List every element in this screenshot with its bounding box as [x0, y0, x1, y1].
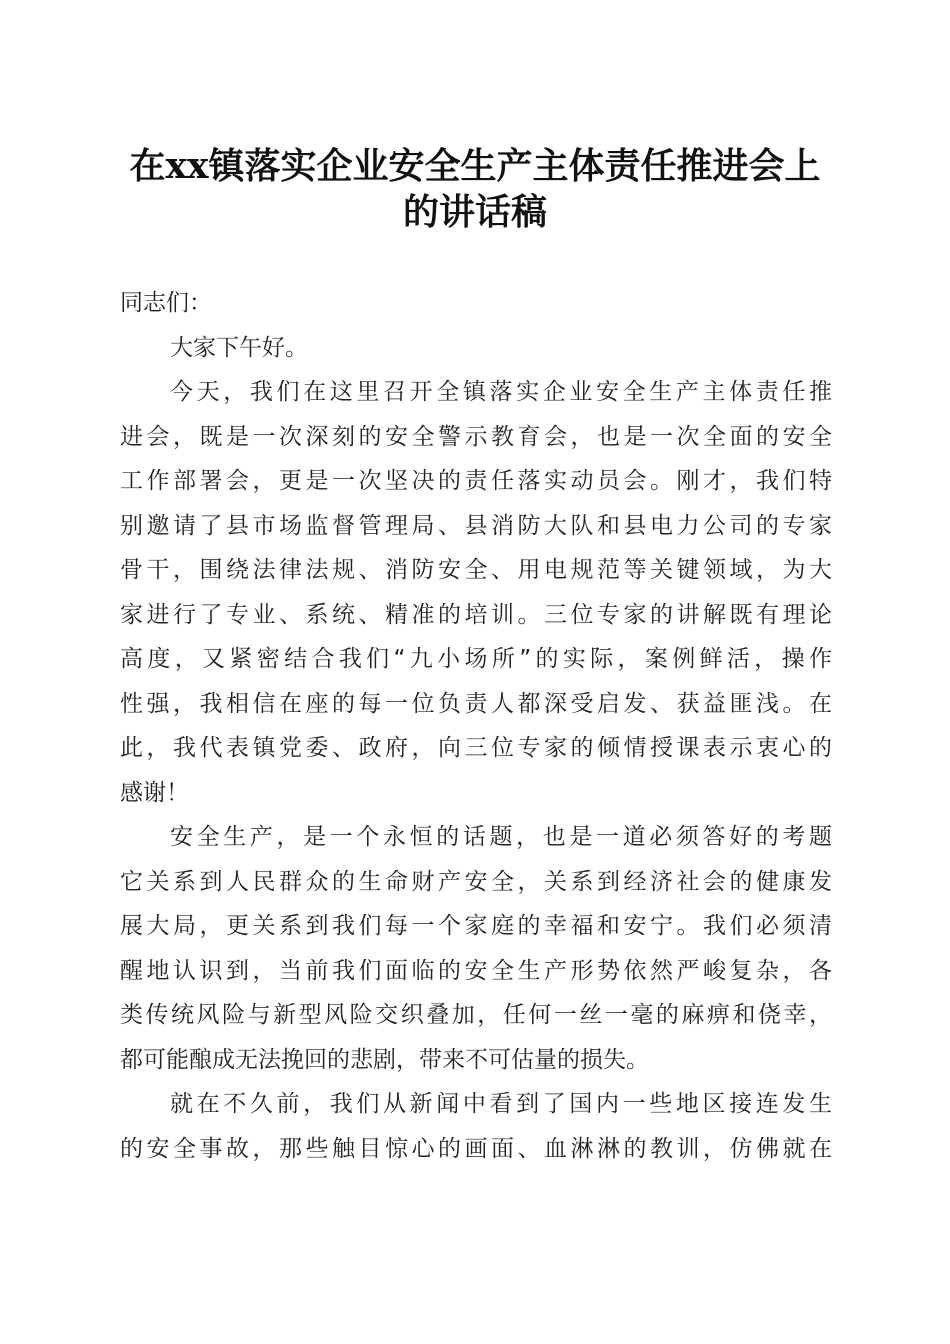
document-title-line-2: 的讲话稿	[402, 191, 547, 233]
paragraph-line: 都可能酿成无法挽回的悲剧，带来不可估量的损失。	[120, 1047, 649, 1073]
paragraph-line: 安全生产，是一个永恒的话题，也是一道必须答好的考题	[170, 824, 832, 850]
salutation: 同志们：	[120, 290, 212, 316]
paragraph-line: 醒地认识到，当前我们面临的安全生产形势依然严峻复杂，各	[120, 958, 832, 984]
paragraph-line: 家进行了专业、系统、精准的培训。三位专家的讲解既有理论	[120, 602, 832, 628]
paragraph-line: 高度，又紧密结合我们“九小场所”的实际，案例鲜活，操作	[120, 646, 832, 672]
paragraph-line: 进会，既是一次深刻的安全警示教育会，也是一次全面的安全	[120, 424, 832, 450]
paragraph-line: 感谢！	[120, 780, 189, 806]
paragraph-line: 骨干，围绕法律法规、消防安全、用电规范等关键领域，为大	[120, 557, 832, 583]
paragraph-line: 它关系到人民群众的生命财产安全，关系到经济社会的健康发	[120, 869, 832, 895]
paragraph-line: 工作部署会，更是一次坚决的责任落实动员会。刚才，我们特	[120, 468, 832, 494]
paragraph-line: 性强，我相信在座的每一位负责人都深受启发、获益匪浅。在	[120, 691, 832, 717]
paragraph-line: 就在不久前，我们从新闻中看到了国内一些地区接连发生	[170, 1091, 832, 1117]
document-title-line-1: 在xx镇落实企业安全生产主体责任推进会上	[129, 145, 821, 187]
paragraph-line: 展大局，更关系到我们每一个家庭的幸福和安宁。我们必须清	[120, 913, 832, 939]
paragraph-line: 类传统风险与新型风险交织叠加，任何一丝一毫的麻痹和侥幸，	[120, 1002, 832, 1028]
paragraph-line: 的安全事故，那些触目惊心的画面、血淋淋的教训，仿佛就在	[120, 1136, 832, 1162]
greeting: 大家下午好。	[170, 335, 308, 361]
paragraph-line: 别邀请了县市场监督管理局、县消防大队和县电力公司的专家	[120, 513, 832, 539]
paragraph-line: 今天，我们在这里召开全镇落实企业安全生产主体责任推	[170, 379, 832, 405]
paragraph-line: 此，我代表镇党委、政府，向三位专家的倾情授课表示衷心的	[120, 735, 832, 761]
